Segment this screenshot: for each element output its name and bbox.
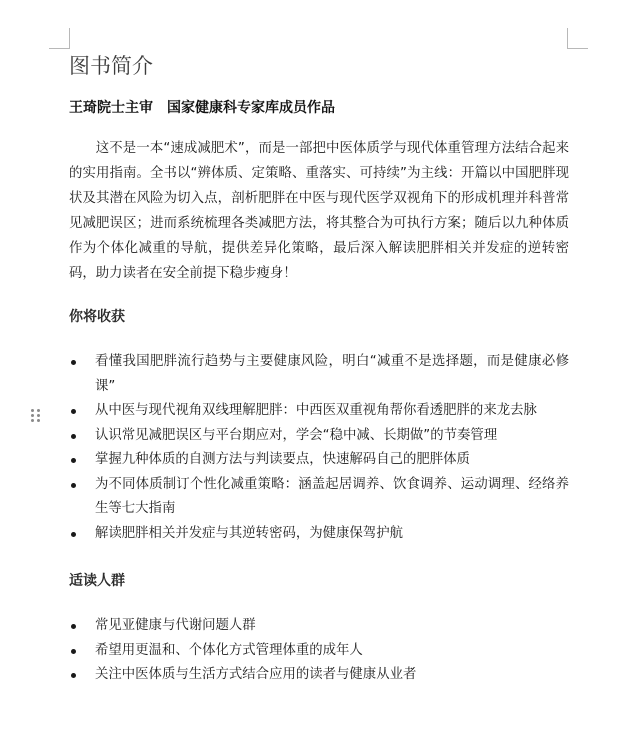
list-item [69, 473, 569, 522]
list-item-text: 看懂我国肥胖流行趋势与主要健康风险，明白“减重不是选择题，而是健康必修课” [95, 354, 569, 394]
bullet-icon [71, 673, 76, 678]
bullet-icon [71, 360, 76, 365]
list-item [69, 424, 569, 449]
document-subtitle: 王琦院士主审 国家健康科专家库成员作品 [69, 100, 335, 116]
intro-paragraph: 这不是一本“速成减肥术”，而是一部把中医体质学与现代体重管理方法结合起来的实用指南。全书以“辨体质、定策略、重落实、可持续”为主线：开篇以中国肥胖现状及其潜在风险为切入点，剖析肥胖在中医与现代医学双视角下的形成机理并科普常见减肥误区；进而系统梳理各类减肥方法，将其整合为可执行方案；随后以九种体质作为个体化减重的导航，提供差异化策略，最后深入解读肥胖相关并发症的逆转密码，助力读者在安全前提下稳步瘦身！ [69, 141, 569, 281]
list-item [69, 663, 569, 688]
document-body[interactable] [69, 52, 569, 712]
page-margin-corner-top-right [567, 28, 588, 49]
section-heading-audience: 适读人群 [69, 573, 125, 589]
list-item-text: 从中医与现代视角双线理解肥胖：中西医双重视角帮你看透肥胖的来龙去脉 [95, 403, 537, 418]
drag-handle-icon[interactable] [31, 409, 41, 425]
document-title: 图书简介 [69, 54, 153, 78]
bullet-icon [71, 532, 76, 537]
list-item [69, 399, 569, 424]
list-item [69, 350, 569, 399]
list-item [69, 614, 569, 639]
list-item-text: 掌握九种体质的自测方法与判读要点，快速解码自己的肥胖体质 [95, 452, 470, 467]
list-item [69, 448, 569, 473]
bullet-icon [71, 458, 76, 463]
list-item-text: 关注中医体质与生活方式结合应用的读者与健康从业者 [95, 667, 417, 682]
list-item-text: 常见亚健康与代谢问题人群 [95, 618, 256, 633]
bullet-icon [71, 649, 76, 654]
list-item [69, 522, 569, 547]
list-item-text: 解读肥胖相关并发症与其逆转密码，为健康保驾护航 [95, 525, 403, 541]
list-item-text: 为不同体质制订个性化减重策略：涵盖起居调养、饮食调养、运动调理、经络养生等七大指南 [95, 476, 569, 516]
bullet-icon [71, 434, 76, 439]
section-heading-gains: 你将收获 [69, 309, 125, 325]
page-margin-corner-top-left [49, 28, 70, 49]
bullet-icon [71, 409, 76, 414]
bullet-icon [71, 624, 76, 629]
list-item-text: 希望用更温和、个体化方式管理体重的成年人 [95, 642, 363, 658]
gains-list [69, 350, 569, 546]
bullet-icon [71, 483, 76, 488]
list-item-text: 认识常见减肥误区与平台期应对，学会“稳中减、长期做”的节奏管理 [95, 427, 498, 443]
list-item [69, 639, 569, 664]
audience-list [69, 614, 569, 688]
